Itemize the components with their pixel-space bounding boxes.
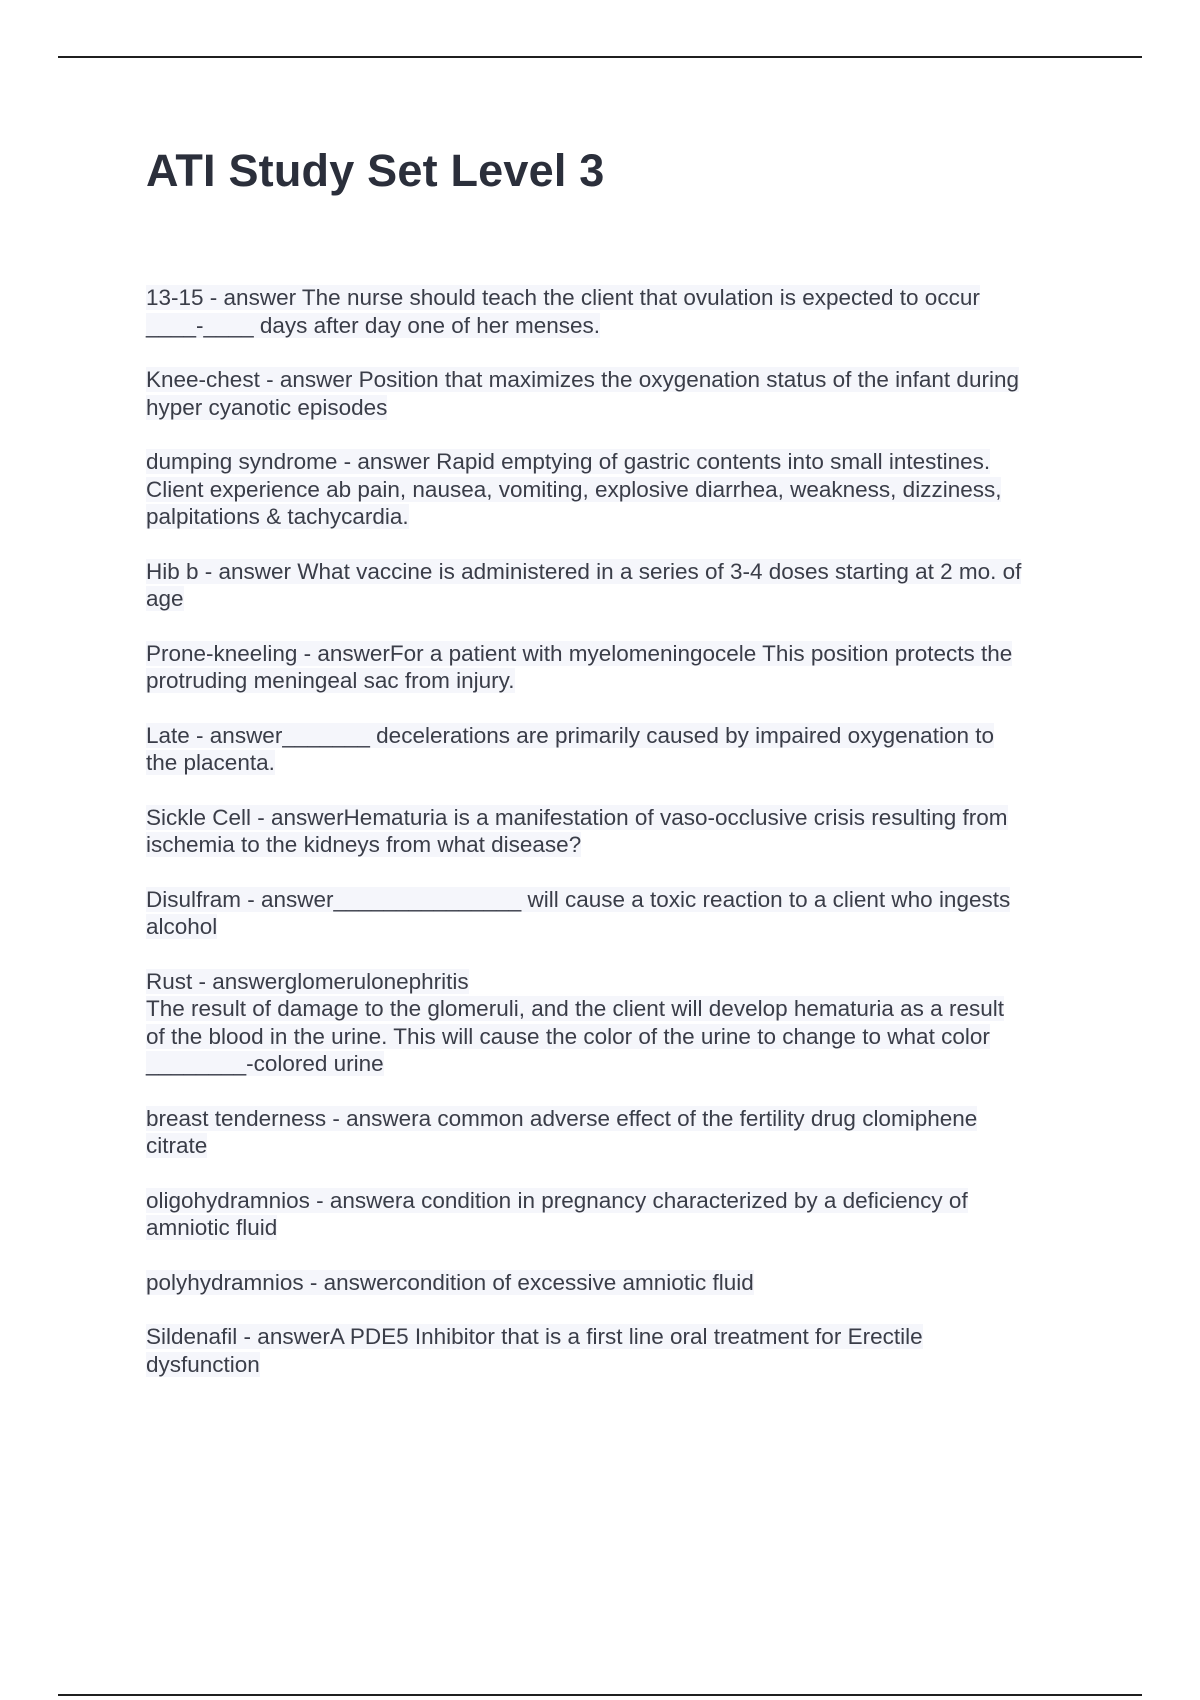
qa-item (146, 448, 1091, 531)
qa-text: breast tenderness - answera common adverse effect of the fertility drug clomiphene citrate (146, 1105, 978, 1158)
qa-item (146, 284, 1091, 339)
qa-item (146, 366, 1091, 421)
qa-text: dumping syndrome - answer Rapid emptying of gastric contents into small intestines. Client experience ab pain, nausea, vomiting, explosive diarrhea, weakness, dizziness, palpitations & tachycardia. (146, 449, 1002, 529)
qa-item (146, 1187, 1091, 1242)
qa-text: Sildenafil - answerA PDE5 Inhibitor that is a first line oral treatment for Erectile dysfunction (146, 1324, 923, 1377)
qa-text: Hib b - answer What vaccine is administered in a series of 3-4 doses starting at 2 mo. of age (146, 558, 1022, 611)
qa-item (146, 1323, 1091, 1378)
qa-text: Sickle Cell - answerHematuria is a manifestation of vaso-occlusive crisis resulting from ischemia to the kidneys from what disease? (146, 804, 1008, 857)
qa-text: Late - answer_______ decelerations are primarily caused by impaired oxygenation to the placenta. (146, 722, 994, 775)
qa-text: oligohydramnios - answera condition in pregnancy characterized by a deficiency of amniotic fluid (146, 1187, 968, 1240)
qa-text: 13-15 - answer The nurse should teach the client that ovulation is expected to occur ____-____ days after day one of her menses. (146, 285, 980, 338)
top-divider (58, 56, 1142, 58)
qa-text: Prone-kneeling - answerFor a patient with myelomeningocele This position protects the protruding meningeal sac from injury. (146, 640, 1013, 693)
qa-item (146, 886, 1091, 941)
qa-item (146, 968, 1091, 1078)
qa-item (146, 558, 1091, 613)
qa-list (146, 284, 1091, 1405)
qa-item (146, 804, 1091, 859)
qa-item (146, 1105, 1091, 1160)
qa-text: Disulfram - answer_______________ will cause a toxic reaction to a client who ingests alcohol (146, 886, 1011, 939)
bottom-divider (58, 1694, 1142, 1696)
qa-item (146, 1269, 1091, 1297)
qa-text: Rust - answerglomerulonephritis The result of damage to the glomeruli, and the client will develop hematuria as a result of the blood in the urine. This will cause the color of the urine to change to what color ________-colored urine (146, 968, 1004, 1076)
qa-item (146, 722, 1091, 777)
qa-text: polyhydramnios - answercondition of excessive amniotic fluid (146, 1269, 754, 1295)
qa-text: Knee-chest - answer Position that maximizes the oxygenation status of the infant during hyper cyanotic episodes (146, 367, 1019, 420)
page-title: ATI Study Set Level 3 (146, 145, 605, 196)
qa-item (146, 640, 1091, 695)
